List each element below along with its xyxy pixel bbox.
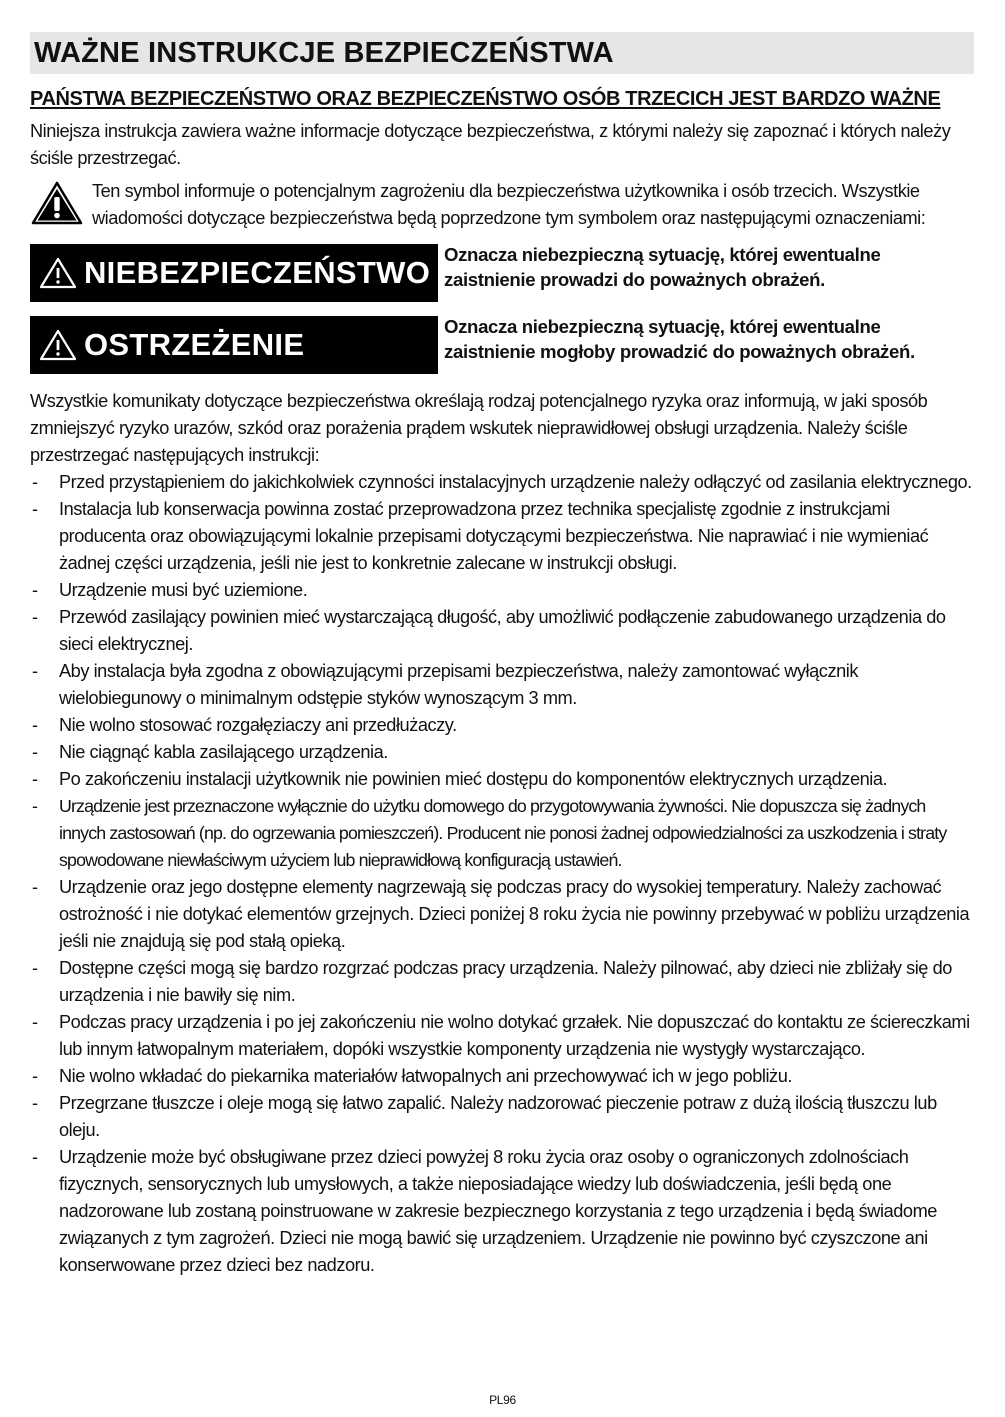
list-item: - Urządzenie musi być uziemione.	[32, 580, 308, 600]
warning-label: OSTRZEŻENIE	[84, 327, 305, 362]
list-item: - Dostępne części mogą się bardzo rozgrzać podczas pracy urządzenia. Należy pilnować, aby dzieci nie zbliżały się do urządzenia i nie bawiły się nim.	[32, 958, 952, 1005]
symbol-note-text: Ten symbol informuje o potencjalnym zagrożeniu dla bezpieczeństwa użytkownika i osób trzecich. Wszystkie wiadomości dotyczące bezpieczeństwa będą poprzedzone tym symbolem oraz następującymi oznaczeniami:	[92, 181, 926, 228]
warning-row	[30, 316, 974, 374]
danger-label-box	[30, 244, 438, 302]
danger-label: NIEBEZPIECZEŃSTWO	[84, 255, 431, 290]
list-item: - Nie wolno stosować rozgałęziaczy ani przedłużaczy.	[32, 715, 457, 735]
list-item: - Po zakończeniu instalacji użytkownik nie powinien mieć dostępu do komponentów elektrycznych urządzenia.	[32, 769, 888, 789]
list-item: - Urządzenie może być obsługiwane przez dzieci powyżej 8 roku życia oraz osoby o ograniczonych zdolnościach fizycznych, sensorycznych lub umysłowych, a także nieposiadające wiedzy lub doświadczenia, jeśli będą one nadzorowane lub zostaną poinstruowane w zakresie bezpiecznego korzystania z tego urządzenia i będą świadome związanych z tym zagrożeń. Dzieci nie mogą bawić się urządzeniem. Urządzenie nie powinno być czyszczone ani konserwowane przez dzieci bez nadzoru.	[32, 1147, 937, 1275]
list-item: - Przed przystąpieniem do jakichkolwiek czynności instalacyjnych urządzenie należy odłączyć od zasilania elektrycznego.	[32, 472, 972, 492]
symbol-note	[30, 178, 974, 232]
danger-row	[30, 244, 974, 302]
warning-label-box	[30, 316, 438, 374]
danger-triangle-icon	[38, 256, 78, 290]
warning-triangle-small-icon	[38, 328, 78, 362]
list-item: - Nie wolno wkładać do piekarnika materiałów łatwopalnych ani przechowywać ich w jego pobliżu.	[32, 1066, 792, 1086]
list-item: - Instalacja lub konserwacja powinna zostać przeprowadzona przez technika specjalistę zgodnie z instrukcjami producenta oraz obowiązującymi lokalnie przepisami dotyczącymi bezpieczeństwa. Nie naprawiać i nie wymieniać żadnej części urządzenia, jeśli nie jest to konkretnie zalecane w instrukcji obsługi.	[32, 499, 929, 573]
list-item: - Urządzenie jest przeznaczone wyłącznie do użytku domowego do przygotowywania żywności. Nie dopuszcza się żadnych innych zastosowań (np. do ogrzewania pomieszczeń). Producent nie ponosi żadnej odpowiedzialności za uszkodzenia i straty spowodowane niewłaściwym użyciem lub nieprawidłową konfiguracją ustawień.	[32, 796, 947, 870]
page-number: PL96	[489, 1393, 516, 1407]
list-item: - Podczas pracy urządzenia i po jej zakończeniu nie wolno dotykać grzałek. Nie dopuszczać do kontaktu ze ściereczkami lub innym łatwopalnym materiałem, dopóki wszystkie komponenty urządzenia nie wystygły wystarczająco.	[32, 1012, 970, 1059]
body-paragraph: Wszystkie komunikaty dotyczące bezpieczeństwa określają rodzaj potencjalnego ryzyka oraz informują, w jaki sposób zmniejszyć ryzyko urazów, szkód oraz porażenia prądem wskutek nieprawidłowej obsługi urządzenia. Należy ściśle przestrzegać następujących instrukcji:	[30, 391, 928, 465]
page-title: WAŻNE INSTRUKCJE BEZPIECZEŃSTWA	[30, 32, 974, 74]
warning-triangle-icon	[30, 178, 92, 232]
list-item: - Aby instalacja była zgodna z obowiązującymi przepisami bezpieczeństwa, należy zamontować wyłącznik wielobiegunowy o minimalnym odstępie styków wynoszącym 3 mm.	[32, 661, 858, 708]
list-item: - Urządzenie oraz jego dostępne elementy nagrzewają się podczas pracy do wysokiej temperatury. Należy zachować ostrożność i nie dotykać elementów grzejnych. Dzieci poniżej 8 roku życia nie powinny przebywać w pobliżu urządzenia jeśli nie znajdują się pod stałą opieką.	[32, 877, 970, 951]
list-item: - Nie ciągnąć kabla zasilającego urządzenia.	[32, 742, 388, 762]
list-item: - Przewód zasilający powinien mieć wystarczającą długość, aby umożliwić podłączenie zabudowanego urządzenia do sieci elektrycznej.	[32, 607, 946, 654]
safety-page	[30, 32, 974, 1279]
danger-description: Oznacza niebezpieczną sytuację, której ewentualne zaistnienie prowadzi do poważnych obrażeń.	[444, 244, 881, 290]
section-subtitle: PAŃSTWA BEZPIECZEŃSTWO ORAZ BEZPIECZEŃSTWO OSÓB TRZECICH JEST BARDZO WAŻNE	[30, 88, 941, 110]
instruction-list	[30, 469, 974, 1279]
warning-description: Oznacza niebezpieczną sytuację, której ewentualne zaistnienie mogłoby prowadzić do poważnych obrażeń.	[444, 316, 915, 362]
list-item: - Przegrzane tłuszcze i oleje mogą się łatwo zapalić. Należy nadzorować pieczenie potraw z dużą ilością tłuszczu lub oleju.	[32, 1093, 937, 1140]
intro-paragraph: Niniejsza instrukcja zawiera ważne informacje dotyczące bezpieczeństwa, z którymi należy się zapoznać i których należy ściśle przestrzegać.	[30, 121, 951, 168]
